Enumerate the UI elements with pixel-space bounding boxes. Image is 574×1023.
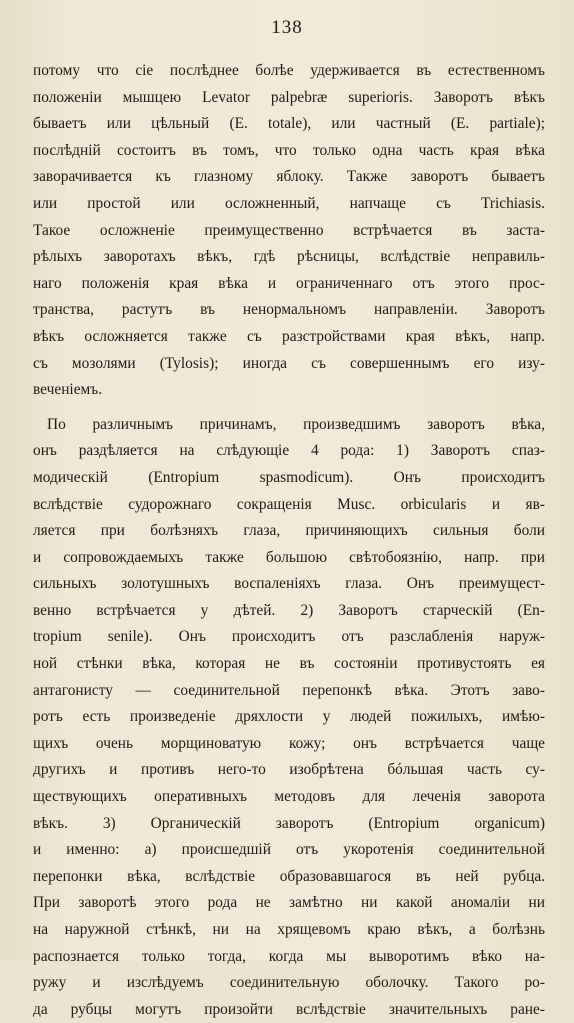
text-line: послѣдній состоитъ въ томъ, что только одна часть края вѣка xyxy=(33,141,545,159)
text-line: рѣлыхъ заворотахъ вѣкъ, гдѣ рѣсницы, вслѣдствіе неправиль- xyxy=(33,248,545,266)
body-text xyxy=(33,58,545,1023)
text-line: щихъ очень морщиноватую кожу; онъ встрѣчается чаще xyxy=(33,734,545,752)
text-line: распознается только тогда, когда мы выворотимъ вѣко на- xyxy=(33,947,545,965)
text-line: вѣкъ осложняется также съ разстройствами края вѣкъ, напр. xyxy=(33,327,545,345)
text-line: ротъ есть произведеніе дряхлости у людей пожилыхъ, имѣю- xyxy=(33,708,545,726)
paragraph-gap xyxy=(33,404,545,412)
text-line: модическій (Entropium spasmodicum). Онъ происходитъ xyxy=(33,468,545,486)
text-line: ной стѣнки вѣка, которая не въ состояніи противустоять ея xyxy=(33,655,545,673)
text-line: на наружной стѣнкѣ, ни на хрящевомъ краю вѣкъ, а болѣзнь xyxy=(33,921,545,938)
text-line: онъ раздѣляется на слѣдующіе 4 рода: 1) Заворотъ спаз- xyxy=(33,442,545,460)
text-line: При заворотѣ этого рода не замѣтно ни какой аномаліи ни xyxy=(33,894,545,912)
text-line: съ мозолями (Tylosis); иногда съ совершеннымъ его изу- xyxy=(33,354,545,372)
text-line: сильныхъ золотушныхъ воспаленіяхъ глаза. Онъ преимущест- xyxy=(33,575,545,593)
text-line: веченіемъ. xyxy=(33,381,103,399)
text-line: антагонисту — соединительной перепонкѣ вѣка. Этотъ заво- xyxy=(33,681,545,699)
text-line: вѣкъ. 3) Органическій заворотъ (Entropium organicum) xyxy=(33,814,545,832)
text-line: ружу и изслѣдуемъ соединительную оболочку. Такого ро- xyxy=(33,974,545,992)
text-line: и именно: а) происшедшій отъ укоротенія соединительной xyxy=(33,841,545,859)
text-line: наго положенія края вѣка и ограниченнаго отъ этого прос- xyxy=(33,274,545,292)
paragraph-2 xyxy=(33,412,545,1023)
text-line: ляется при болѣзняхъ глаза, причиняющихъ сильныя боли xyxy=(33,522,545,540)
text-line: заворачивается къ глазному яблоку. Также заворотъ бываетъ xyxy=(33,168,545,186)
text-line: перепонки вѣка, вслѣдствіе образовавшагося въ ней рубца. xyxy=(33,867,545,885)
text-line: или простой или осложненный, напчаще съ Trichiasis. xyxy=(33,194,545,212)
text-line: и сопровождаемыхъ также большою свѣтобоязнію, напр. при xyxy=(33,548,545,566)
text-line: бываетъ или цѣльный (E. totale), или частный (E. partiale); xyxy=(33,115,545,133)
text-line: да рубцы могутъ произойти вслѣдствіе значительныхъ ране- xyxy=(33,1000,545,1018)
text-line: транства, растутъ въ ненормальномъ направленіи. Заворотъ xyxy=(33,301,545,319)
text-line: По различнымъ причинамъ, произведшимъ заворотъ вѣка, xyxy=(47,415,545,433)
paragraph-1 xyxy=(33,58,545,404)
page-number: 138 xyxy=(271,17,303,38)
text-line: венно встрѣчается у дѣтей. 2) Заворотъ старческій (En- xyxy=(33,601,545,619)
text-line: вслѣдствіе судорожнаго сокращенія Musc. orbicularis и яв- xyxy=(33,495,545,513)
text-line: другихъ и противъ него-то изобрѣтена бóльшая часть су- xyxy=(33,761,545,779)
text-line: ществующихъ оперативныхъ методовъ для леченія заворота xyxy=(33,788,545,806)
text-line: Такое осложненіе преимущественно встрѣчается въ заста- xyxy=(33,221,545,239)
text-line: положеніи мышцею Levator palpebræ superioris. Заворотъ вѣкъ xyxy=(33,88,545,106)
text-line: потому что сіе послѣднее болѣе удерживается въ естественномъ xyxy=(33,62,545,79)
text-line: tropium senile). Онъ происходитъ отъ разслабленія наруж- xyxy=(33,628,545,646)
